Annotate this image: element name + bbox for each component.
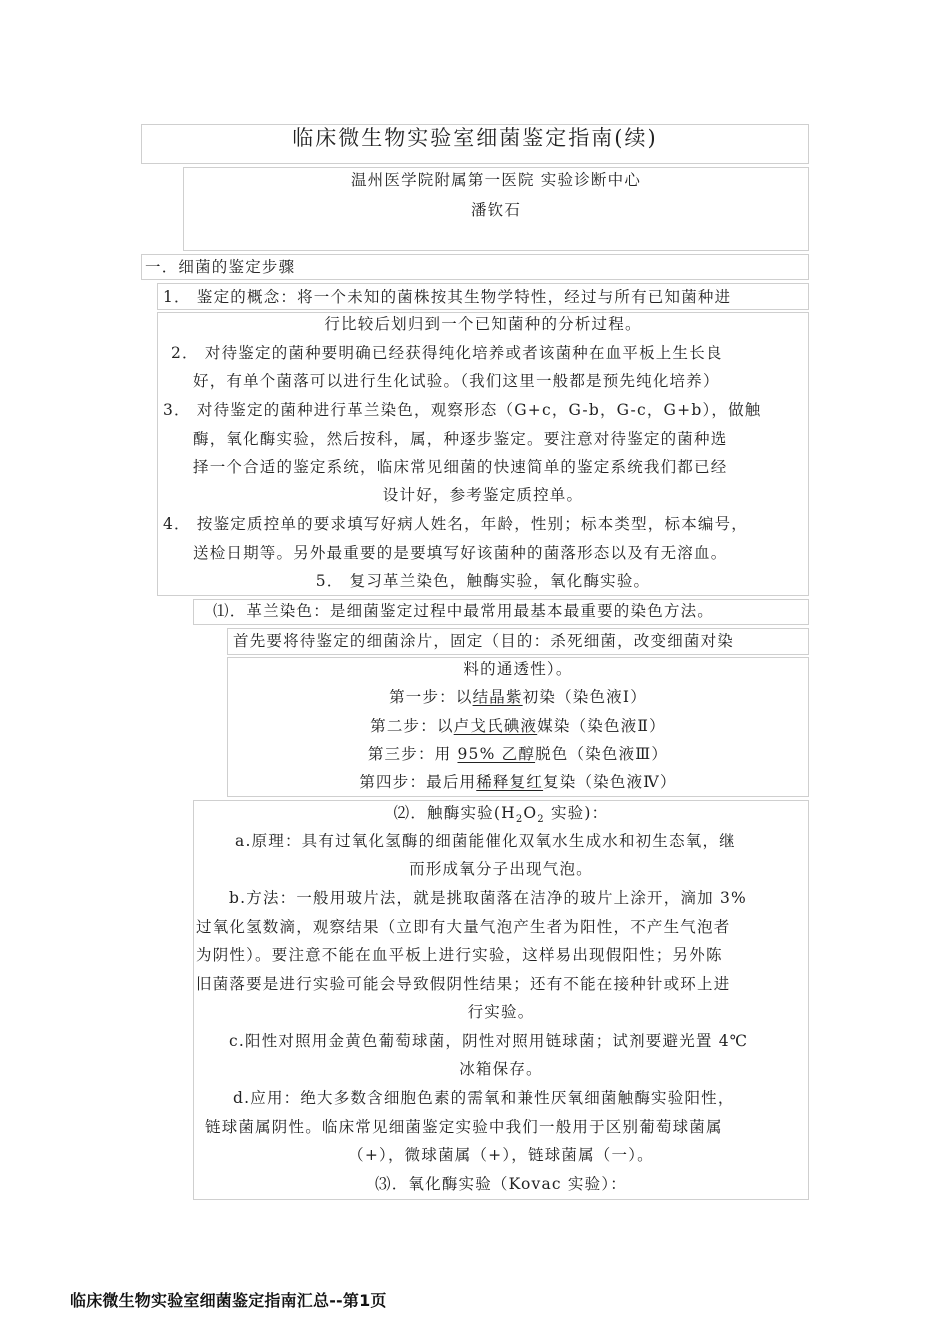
catalase-d-line3: （+），微球菌属（+），链球菌属（一）。 (348, 1146, 654, 1164)
catalase-d-line1: d.应用：绝大多数含细胞色素的需氧和兼性厌氧细菌触酶实验阳性， (233, 1089, 735, 1107)
gram-step-1-pre: 第一步：以 (389, 688, 473, 706)
gram-step-4-reagent: 稀释复红 (476, 773, 544, 791)
oxidase-heading: ⑶．氧化酶实验（Kovac 实验）： (375, 1175, 627, 1193)
item3-line2: 酶，氧化酶实验，然后按科，属，种逐步鉴定。要注意对待鉴定的菌种选 (193, 430, 728, 448)
gram-heading: ⑴．革兰染色：是细菌鉴定过程中最常用最基本最重要的染色方法。 (213, 602, 715, 620)
gram-step-3 (227, 744, 809, 764)
catalase-a-line1: a.原理：具有过氧化氢酶的细菌能催化双氧水生成水和初生态氧，继 (235, 832, 736, 850)
catalase-heading-pre: ⑵．触酶实验(H (393, 804, 516, 822)
gram-step-1-post: 初染（染色液Ⅰ） (522, 688, 647, 706)
gram-step-4 (227, 772, 809, 792)
gram-step-4-pre: 第四步：最后用 (359, 773, 477, 791)
gram-step-2 (227, 716, 809, 736)
author: 潘钦石 (470, 201, 522, 219)
gram-step-1 (227, 687, 809, 707)
catalase-b-line4: 旧菌落要是进行实验可能会导致假阴性结果；还有不能在接种针或环上进 (196, 975, 731, 993)
item2-line2: 好，有单个菌落可以进行生化试验。（我们这里一般都是预先纯化培养） (193, 372, 720, 390)
gram-step-2-pre: 第二步：以 (370, 717, 454, 735)
gram-intro-line1: 首先要将待鉴定的细菌涂片，固定（目的：杀死细菌，改变细菌对染 (233, 632, 735, 650)
gram-step-3-pre: 第三步：用 (367, 745, 458, 763)
item4-line2: 送检日期等。另外最重要的是要填写好该菌种的菌落形态以及有无溶血。 (193, 544, 728, 562)
gram-step-2-reagent: 卢戈氏碘液 (453, 717, 538, 735)
item1-line1: 1． 鉴定的概念：将一个未知的菌株按其生物学特性，经过与所有已知菌种进 (163, 288, 732, 306)
item3-line1: 3． 对待鉴定的菌种进行革兰染色，观察形态（G+c，G-b，G-c，G+b），做触 (163, 401, 762, 419)
gram-step-3-post: 脱色（染色液Ⅲ） (535, 745, 669, 763)
catalase-b-line3: 为阴性）。要注意不能在血平板上进行实验，这样易出现假阳性；另外陈 (196, 946, 723, 964)
section-heading: 一．细菌的鉴定步骤 (145, 258, 296, 276)
catalase-heading (193, 803, 809, 830)
catalase-b-line1: b.方法：一般用玻片法，就是挑取菌落在洁净的玻片上涂开，滴加 3% (229, 889, 747, 907)
item4-line1: 4． 按鉴定质控单的要求填写好病人姓名，年龄，性别；标本类型，标本编号， (163, 515, 748, 533)
catalase-sub-1: 2 (515, 814, 524, 826)
gram-step-3-reagent: 95% 乙醇 (457, 745, 536, 763)
catalase-c-line1: c.阳性对照用金黄色葡萄球菌，阴性对照用链球菌；试剂要避光置 4℃ (229, 1032, 749, 1050)
catalase-sub-2: 2 (537, 814, 545, 826)
catalase-a-line2: 而形成氧分子出现气泡。 (409, 860, 593, 878)
gram-intro-line2: 料的通透性）。 (463, 660, 573, 678)
item2-line1: 2． 对待鉴定的菌种要明确已经获得纯化培养或者该菌种在血平板上生长良 (171, 344, 723, 362)
page-title: 临床微生物实验室细菌鉴定指南(续) (292, 126, 658, 150)
catalase-b-line2: 过氧化氢数滴，观察结果（立即有大量气泡产生者为阳性，不产生气泡者 (196, 918, 731, 936)
item5-line: 5． 复习革兰染色，触酶实验，氧化酶实验。 (315, 572, 651, 590)
affiliation: 温州医学院附属第一医院 实验诊断中心 (350, 171, 642, 189)
item1-line2: 行比较后划归到一个已知菌种的分析过程。 (324, 315, 642, 333)
gram-step-4-post: 复染（染色液Ⅳ） (543, 773, 677, 791)
gram-step-2-post: 媒染（染色液Ⅱ） (537, 717, 666, 735)
catalase-b-line5: 行实验。 (467, 1003, 535, 1021)
page-footer: 临床微生物实验室细菌鉴定指南汇总--第1页 (70, 1291, 387, 1310)
catalase-heading-post: 实验)： (544, 804, 609, 822)
gram-step-1-reagent: 结晶紫 (472, 688, 523, 706)
catalase-c-line2: 冰箱保存。 (459, 1060, 543, 1078)
item3-line4: 设计好，参考鉴定质控单。 (382, 486, 584, 504)
catalase-heading-mid: O (523, 804, 538, 822)
catalase-d-line2: 链球菌属阴性。临床常见细菌鉴定实验中我们一般用于区别葡萄球菌属 (205, 1118, 723, 1136)
item3-line3: 择一个合适的鉴定系统，临床常见细菌的快速简单的鉴定系统我们都已经 (193, 458, 728, 476)
